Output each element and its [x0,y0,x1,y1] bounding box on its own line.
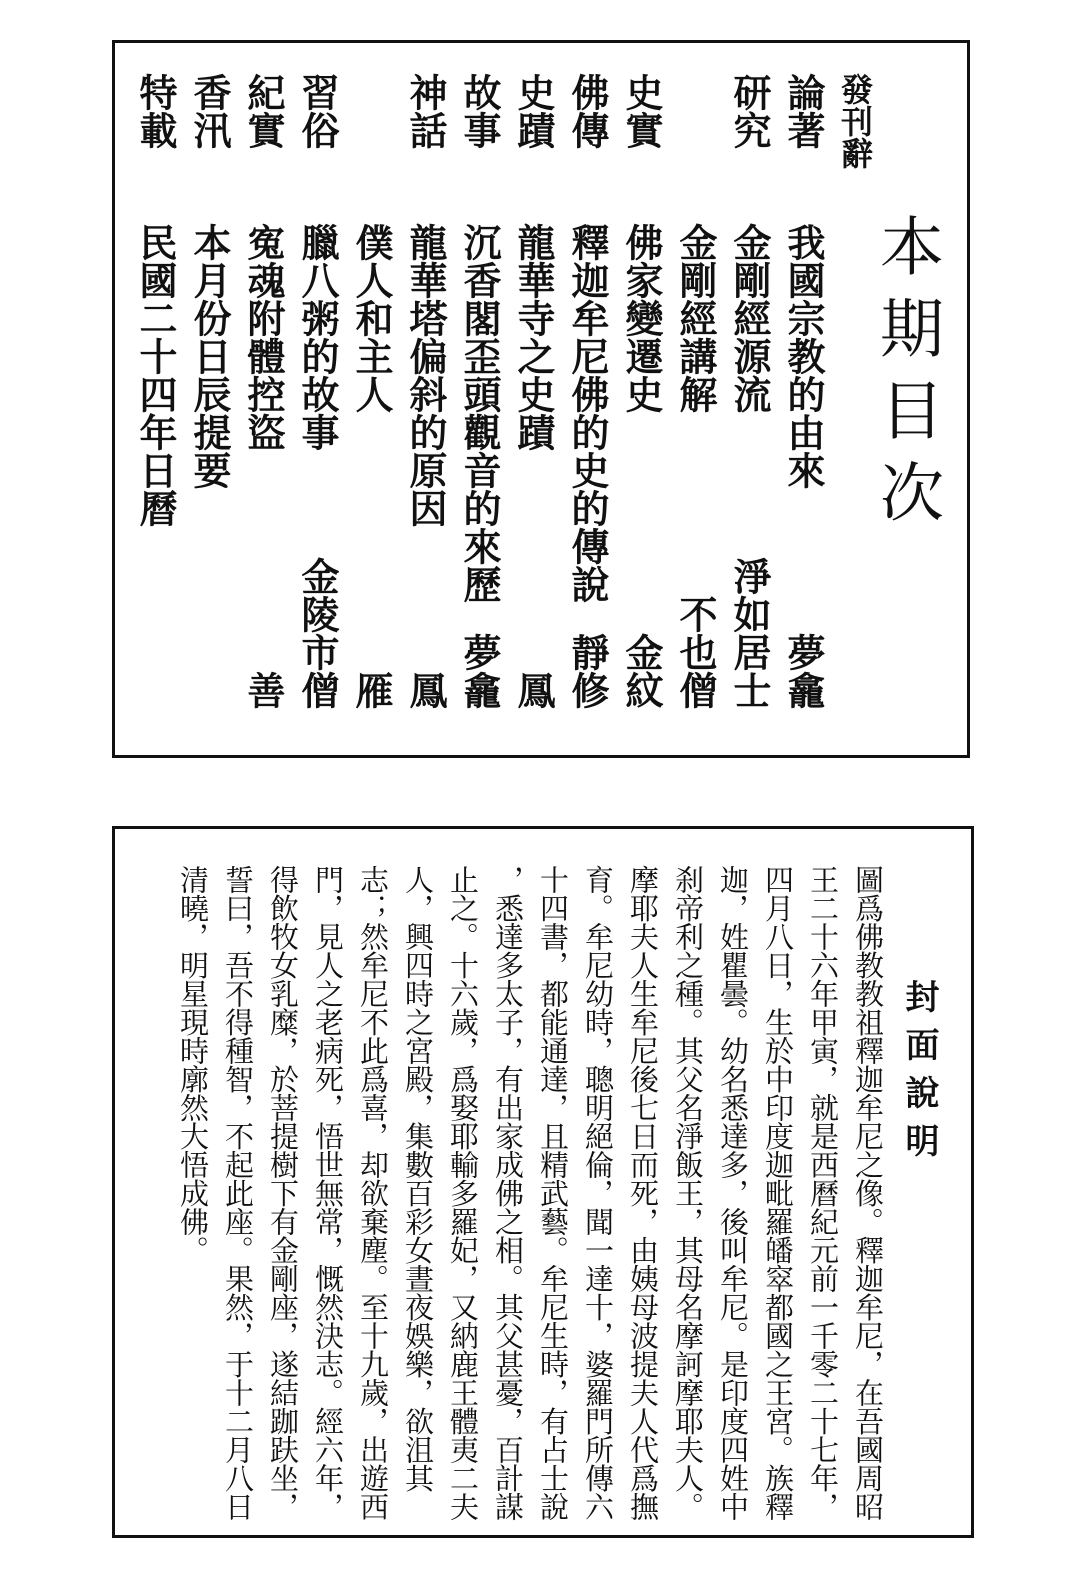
toc-category: 香汛 [187,73,232,149]
toc-author: 鳳 [511,671,556,709]
toc-category: 紀實 [241,73,286,149]
toc-author: 金陵市僧 [295,557,340,709]
cover-line: 清曉，明星現時廓然大悟成佛。 [176,865,210,1264]
toc-entry [726,73,772,733]
toc-author: 不也僧 [673,595,718,709]
toc-category: 史蹟 [511,73,556,149]
cover-line: 圖爲佛教教祖釋迦牟尼之像。釋迦牟尼，在吾國周昭 [851,865,885,1521]
toc-category: 發刊辭 [836,73,874,169]
toc-article-title: 我國宗教的由來 [781,223,826,489]
toc-entry [456,73,502,733]
cover-line: 育。牟尼幼時，聰明絕倫，聞一達十，婆羅門所傳六 [581,865,615,1521]
toc-entry [348,73,394,733]
toc-category: 史實 [619,73,664,149]
cover-title: 封面說明 [899,979,939,1171]
toc-entry [132,73,178,733]
toc-article-title: 龍華寺之史蹟 [511,223,556,451]
cover-line: 志；然牟尼不此爲喜，却欲棄塵。至十九歲，出遊西 [356,865,390,1521]
cover-line: 十四書，都能通達，且精武藝。牟尼生時，有占士說 [536,865,570,1521]
toc-entry [672,73,718,733]
toc-entry [564,73,610,733]
toc-entry [780,73,826,733]
toc-author: 淨如居士 [727,557,772,709]
cover-line: 迦，姓瞿曇。幼名悉達多，後叫牟尼。是印度四姓中 [716,865,750,1521]
toc-category: 研究 [727,73,772,149]
toc-category: 故事 [457,73,502,149]
toc-article-title: 龍華塔偏斜的原因 [403,223,448,527]
toc-entry [510,73,556,733]
toc-entry [832,73,874,733]
cover-line: 門，見人之老病死，悟世無常，慨然決志。經六年， [311,865,345,1521]
cover-line: 誓曰，吾不得種智，不起此座。果然，于十二月八日 [221,865,255,1521]
toc-article-title: 釋迦牟尼佛的史的傳說 [565,223,610,603]
toc-article-title: 僕人和主人 [349,223,394,413]
cover-line: 四月八日，生於中印度迦毗羅皤窣都國之王宮。族釋 [761,865,795,1521]
toc-category: 特載 [133,73,178,149]
toc-author: 雁 [349,671,394,709]
cover-line: 刹帝利之種。其父名淨飯王，其母名摩訶摩耶夫人。 [671,865,705,1521]
toc-title: 本期目次 [869,213,943,541]
cover-panel [112,826,974,1538]
toc-author: 夢龕 [781,633,826,709]
cover-line: 止之。十六歲，爲娶耶輸多羅妃，又納鹿王體夷二夫 [446,865,480,1521]
cover-line: 人，興四時之宮殿，集數百彩女晝夜娛樂，欲沮其 [401,865,435,1492]
toc-entry [618,73,664,733]
toc-article-title: 本月份日辰提要 [187,223,232,489]
toc-category: 習俗 [295,73,340,149]
toc-article-title: 臘八粥的故事 [295,223,340,451]
toc-category: 佛傳 [565,73,610,149]
cover-line: 摩耶夫人生牟尼後七日而死，由姨母波提夫人代爲撫 [626,865,660,1521]
toc-entry [402,73,448,733]
toc-article-title: 金剛經源流 [727,223,772,413]
cover-line: ，悉達多太子，有出家成佛之相。其父甚憂，百計謀 [491,865,525,1521]
toc-article-title: 寃魂附體控盜 [241,223,286,451]
toc-category: 神話 [403,73,448,149]
toc-entry [240,73,286,733]
toc-author: 金紋 [619,633,664,709]
toc-article-title: 金剛經講解 [673,223,718,413]
toc-article-title: 民國二十四年日曆 [133,223,178,527]
toc-author: 夢龕 [457,633,502,709]
toc-entry [294,73,340,733]
toc-author: 鳳 [403,671,448,709]
cover-line: 得飲牧女乳糜，於菩提樹下有金剛座，遂結跏趺坐， [266,865,300,1521]
toc-article-title: 佛家變遷史 [619,223,664,413]
toc-entry [186,73,232,733]
toc-category: 論著 [781,73,826,149]
toc-article-title: 沉香閣歪頭觀音的來歷 [457,223,502,603]
cover-line: 王二十六年甲寅，就是西曆紀元前一千零二十七年， [806,865,840,1521]
toc-panel [112,40,970,758]
toc-author: 靜修 [565,633,610,709]
toc-author: 善 [241,671,286,709]
